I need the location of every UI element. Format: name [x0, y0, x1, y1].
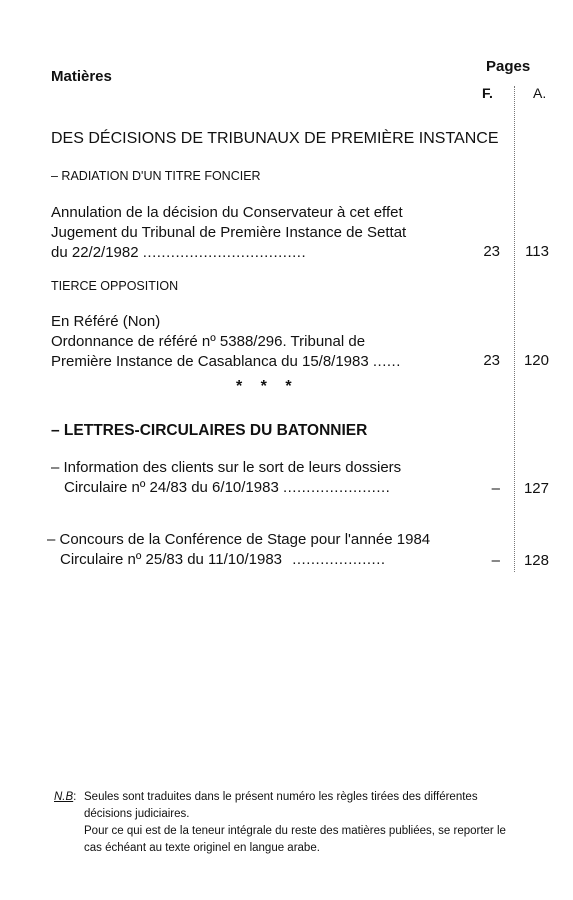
leader-dots: ......	[372, 353, 401, 370]
leader-dots: ...................................	[142, 244, 307, 261]
entry-concours-conference	[47, 530, 430, 570]
footnote-line: Pour ce qui est de la teneur intégrale du reste des matières publiées, se reporter le	[84, 825, 506, 837]
column-header-pages: Pages	[486, 58, 531, 75]
footnote-label: N.B:	[54, 791, 77, 803]
entry-information-clients	[51, 458, 401, 498]
column-divider	[514, 86, 515, 572]
leader-dots: ....................	[292, 551, 386, 568]
footnote-text	[84, 789, 554, 857]
column-header-f: F.	[482, 85, 493, 101]
entry-line: Circulaire nº 24/83 du 6/10/1983 .......................	[64, 479, 391, 496]
page-a: 127	[523, 480, 549, 497]
entry-line: Circulaire nº 25/83 du 11/10/1983 ....................	[60, 551, 386, 568]
footnote-line: Seules sont traduites dans le présent numéro les règles tirées des différentes	[84, 791, 478, 803]
entry-line: En Référé (Non)	[51, 313, 161, 330]
page-f: 23	[483, 243, 500, 260]
entry-line: – Information des clients sur le sort de leurs dossiers	[51, 459, 402, 476]
page-a: 120	[523, 352, 549, 369]
entry-line: du 22/2/1982 ...................................	[51, 244, 307, 261]
page-a: 128	[523, 552, 549, 569]
column-header-matieres: Matières	[51, 68, 112, 85]
subheading-radiation: – RADIATION D'UN TITRE FONCIER	[51, 169, 261, 183]
entry-annulation	[51, 203, 406, 263]
section-title-tribunaux: DES DÉCISIONS DE TRIBUNAUX DE PREMIÈRE INSTANCE	[51, 130, 499, 147]
entry-line: – Concours de la Conférence de Stage pour l'année 1984	[47, 531, 431, 548]
page-f: –	[491, 480, 500, 497]
page-f: 23	[483, 352, 500, 369]
section-title-lettres-circulaires: – LETTRES-CIRCULAIRES DU BATONNIER	[51, 422, 368, 439]
entry-line: Première Instance de Casablanca du 15/8/1983 ......	[51, 353, 401, 370]
separator-stars: * * *	[236, 378, 292, 395]
footnote-line: décisions judiciaires.	[84, 808, 190, 820]
entry-line: Ordonnance de référé nº 5388/296. Tribunal de	[51, 333, 366, 350]
page-f: –	[491, 552, 500, 569]
entry-line: Annulation de la décision du Conservateur à cet effet	[51, 204, 403, 221]
footnote-line: cas échéant au texte originel en langue arabe.	[84, 842, 320, 854]
column-header-a: A.	[533, 85, 547, 101]
subheading-tierce-opposition: TIERCE OPPOSITION	[51, 279, 179, 293]
entry-line: Jugement du Tribunal de Première Instance de Settat	[51, 224, 407, 241]
entry-refere	[51, 312, 401, 372]
leader-dots: .......................	[282, 479, 391, 496]
page-a: 113	[525, 243, 549, 260]
